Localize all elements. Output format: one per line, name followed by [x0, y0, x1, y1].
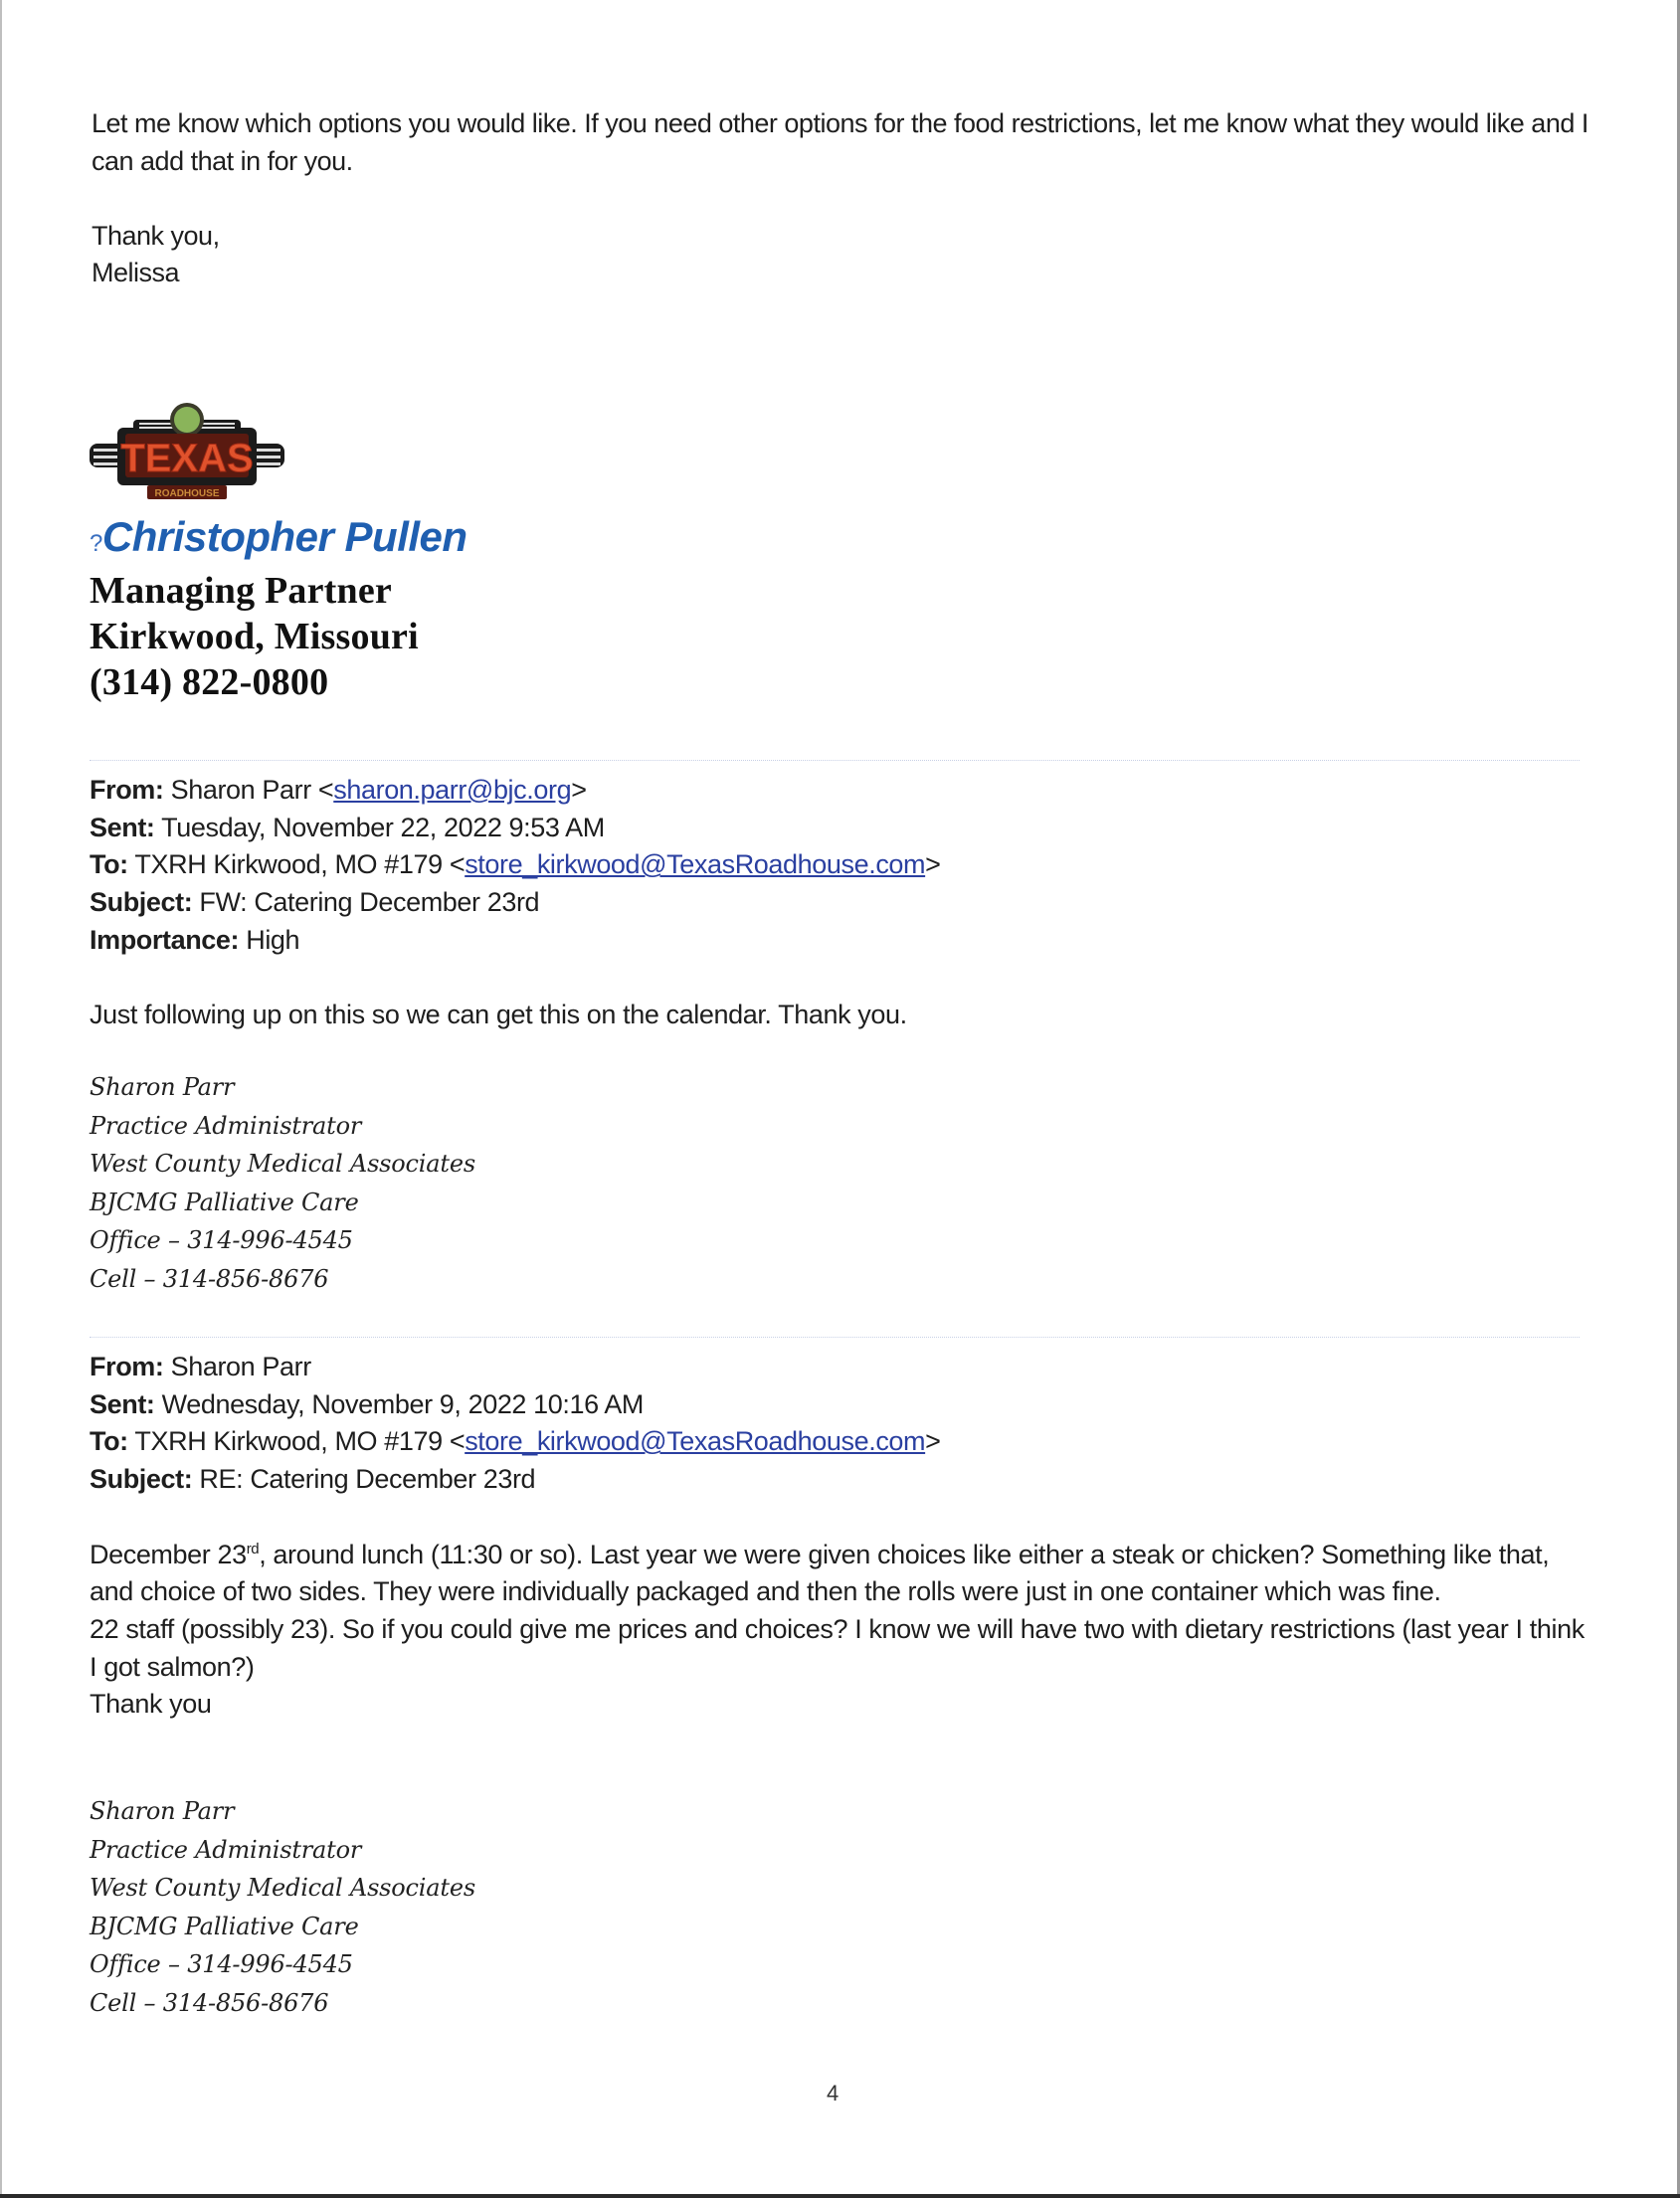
texas-roadhouse-logo — [90, 402, 284, 505]
sig-org: West County Medical Associates — [90, 1150, 475, 1179]
signature-name-text: Christopher Pullen — [101, 513, 467, 560]
email-divider — [90, 760, 1580, 761]
sent-value: Tuesday, November 22, 2022 9:53 AM — [161, 812, 605, 842]
sig-office-phone: Office – 314-996-4545 — [90, 1226, 353, 1255]
signature-title: Managing Partner — [90, 570, 392, 612]
subject-label: Subject: — [90, 887, 193, 918]
importance-row — [90, 922, 941, 960]
from-name: Sharon Parr < — [170, 775, 334, 805]
sig-cell-phone: Cell – 314-856-8676 — [90, 1988, 329, 2017]
email-body: Just following up on this so we can get this on the calendar. Thank you. — [90, 1000, 907, 1030]
page-number: 4 — [827, 2081, 840, 2106]
page-edge — [0, 0, 2, 2198]
email-header-2 — [90, 1349, 1591, 1724]
closing: Thank you, — [92, 220, 220, 251]
from-row — [90, 1349, 1591, 1386]
signer: Melissa — [92, 258, 180, 287]
email-header-1 — [90, 772, 941, 1034]
from-name: Sharon Parr — [170, 1352, 311, 1381]
subject-row — [90, 884, 941, 922]
from-row — [90, 772, 941, 810]
sig-title: Practice Administrator — [90, 1835, 362, 1864]
to-email-link[interactable]: store_kirkwood@TexasRoadhouse.com — [465, 1426, 926, 1457]
from-label: From: — [90, 775, 164, 805]
sig-name: Sharon Parr — [90, 1073, 235, 1101]
from-label: From: — [90, 1352, 164, 1381]
to-label: To: — [90, 1426, 128, 1457]
to-row — [90, 1423, 1591, 1461]
signature-name — [90, 513, 467, 561]
importance-value: High — [246, 924, 300, 955]
svg-text:TEXAS: TEXAS — [120, 437, 254, 480]
email-signature-1 — [90, 1068, 475, 1299]
sig-dept: BJCMG Palliative Care — [90, 1188, 359, 1216]
sent-label: Sent: — [90, 812, 155, 842]
body-date: December 23 — [90, 1539, 247, 1569]
sig-dept: BJCMG Palliative Care — [90, 1912, 359, 1940]
subject-value: RE: Catering December 23rd — [199, 1464, 536, 1495]
subject-label: Subject: — [90, 1464, 193, 1495]
sig-cell-phone: Cell – 314-856-8676 — [90, 1264, 329, 1293]
sig-name: Sharon Parr — [90, 1797, 235, 1825]
top-message — [92, 105, 1593, 292]
bracket: > — [925, 1426, 941, 1457]
signature-phone: (314) 822-0800 — [90, 661, 329, 703]
sig-office-phone: Office – 314-996-4545 — [90, 1950, 353, 1979]
sent-row — [90, 1386, 1591, 1424]
to-email-link[interactable]: store_kirkwood@TexasRoadhouse.com — [465, 849, 926, 880]
svg-text:ROADHOUSE: ROADHOUSE — [154, 488, 220, 499]
to-row — [90, 846, 941, 884]
body-paragraph-2: 22 staff (possibly 23). So if you could give me prices and choices? I know we will have two with dietary restrictions (last year I think I got salmon?) — [90, 1613, 1585, 1682]
to-name: TXRH Kirkwood, MO #179 < — [134, 1426, 466, 1457]
to-label: To: — [90, 849, 128, 880]
sent-label: Sent: — [90, 1388, 155, 1419]
bracket: > — [925, 849, 941, 880]
email-signature-2 — [90, 1792, 475, 2023]
sent-value: Wednesday, November 9, 2022 10:16 AM — [161, 1388, 645, 1419]
to-name: TXRH Kirkwood, MO #179 < — [134, 849, 466, 880]
from-email-link[interactable]: sharon.parr@bjc.org — [333, 775, 572, 805]
importance-label: Importance: — [90, 924, 240, 955]
page-edge — [0, 2194, 1680, 2198]
signature-location: Kirkwood, Missouri — [90, 616, 419, 657]
sig-org: West County Medical Associates — [90, 1874, 475, 1903]
sig-title: Practice Administrator — [90, 1111, 362, 1140]
date-suffix: rd — [246, 1540, 260, 1557]
subject-row — [90, 1461, 1591, 1499]
body-paragraph-1: , around lunch (11:30 or so). Last year we were given choices like either a steak or chicken? Something like that, and choice of two sides. They were individually packaged and then the rolls were just in one container which was fine. — [90, 1539, 1550, 1607]
email-divider — [90, 1337, 1580, 1338]
name-prefix: ? — [90, 530, 102, 557]
bracket: > — [571, 775, 587, 805]
body-closing: Thank you — [90, 1689, 212, 1720]
sent-row — [90, 810, 941, 847]
subject-value: FW: Catering December 23rd — [199, 887, 540, 918]
email-body — [90, 1537, 1591, 1611]
top-message-paragraph: Let me know which options you would like. If you need other options for the food restrictions, let me know what they would like and I can add that in for you. — [92, 108, 1588, 176]
